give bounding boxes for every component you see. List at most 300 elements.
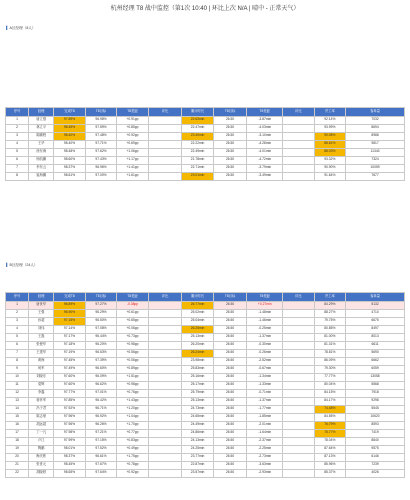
cell-order-count: 8497 [346, 325, 405, 333]
col-header[interactable]: 经理 [29, 108, 54, 117]
table-row[interactable] [6, 172, 405, 180]
cell-t8-gap: +1.20pp [117, 405, 148, 413]
cell-cumulative-duration: 26.25min [182, 325, 213, 333]
cell-order-count: 10620 [346, 413, 405, 421]
section-marker-icon: ▌ [6, 263, 9, 267]
col-header[interactable]: 客单量 [346, 293, 405, 302]
table-row[interactable] [6, 453, 405, 461]
cell-manager: 蒋怀军 [29, 397, 54, 405]
cell-cumulative-duration: 24.86min [182, 429, 213, 437]
cell-rating [148, 140, 182, 148]
cell-rating [148, 172, 182, 180]
cell-combine-rate: 93.32% [314, 156, 345, 164]
cell-index: 20 [6, 453, 29, 461]
cell-index: 13 [6, 397, 29, 405]
col-header[interactable]: T8差距 [247, 293, 283, 302]
table-section-b [5, 292, 405, 478]
cell-cumulative-duration: 25.17min [182, 381, 213, 389]
cell-rating [148, 373, 182, 381]
cell-manager: 王华 [29, 140, 54, 148]
cell-duration-gap: -4.72min [247, 156, 283, 164]
cell-t8-target: 97.27% [85, 301, 116, 309]
cell-rating [148, 397, 182, 405]
cell-index: 8 [6, 172, 29, 180]
cell-duration-rating [283, 341, 314, 349]
cell-t8-target: 96.20% [85, 341, 116, 349]
cell-index: 8 [6, 357, 29, 365]
cell-manager: 卢江 [29, 437, 54, 445]
table-row[interactable] [6, 116, 405, 124]
section-a-label [6, 26, 36, 31]
cell-manager: 刘晓东 [29, 373, 54, 381]
cell-index: 3 [6, 132, 29, 140]
cell-manager: 梁辉 [29, 381, 54, 389]
cell-duration-gap: -1.64min [247, 429, 283, 437]
cell-duration-target: 26.50 [213, 445, 247, 453]
cell-duration-target: 26.50 [213, 325, 247, 333]
cell-duration-target: 26.50 [213, 405, 247, 413]
cell-t8-done: 98.40% [54, 140, 85, 148]
cell-order-count: 6611 [346, 341, 405, 349]
cell-index: 2 [6, 309, 29, 317]
cell-duration-rating [283, 172, 314, 180]
cell-t8-gap: +1.61pp [117, 172, 148, 180]
cell-order-count: 9575 [346, 445, 405, 453]
cell-combine-rate: 78.04% [314, 437, 345, 445]
cell-manager: 丁一凡 [29, 429, 54, 437]
cell-t8-target: 97.62% [85, 148, 116, 156]
cell-cumulative-duration: 23.40min [182, 132, 213, 140]
col-header[interactable]: 并工率 [314, 108, 345, 117]
cell-duration-gap: -0.26min [247, 349, 283, 357]
table-section-a [5, 107, 405, 181]
cell-t8-target: 97.52% [85, 445, 116, 453]
cell-rating [148, 429, 182, 437]
table-row[interactable] [6, 405, 405, 413]
cell-duration-gap: -2.37min [247, 437, 283, 445]
cell-manager: 何军 [29, 365, 54, 373]
cell-index: 16 [6, 421, 29, 429]
cell-duration-rating [283, 365, 314, 373]
cell-duration-rating [283, 116, 314, 124]
cell-order-count: 5132 [346, 301, 405, 309]
cell-t8-target: 97.01% [85, 389, 116, 397]
cell-duration-target: 26.50 [213, 341, 247, 349]
cell-combine-rate: 79.75% [314, 317, 345, 325]
cell-combine-rate: 79.30% [314, 365, 345, 373]
cell-duration-target: 26.50 [213, 317, 247, 325]
cell-t8-gap: +1.06pp [117, 148, 148, 156]
cell-duration-rating [283, 389, 314, 397]
cell-t8-done: 97.49% [54, 365, 85, 373]
cell-t8-target: 97.59% [85, 124, 116, 132]
col-header[interactable]: 完成T8 [54, 108, 85, 117]
cell-index: 6 [6, 156, 29, 164]
cell-order-count: 9298 [346, 397, 405, 405]
cell-cumulative-duration: 22.22min [182, 140, 213, 148]
cell-index: 10 [6, 373, 29, 381]
section-a-label-text: A区经理（8人） [9, 26, 36, 30]
cell-duration-target: 26.50 [213, 116, 247, 124]
cell-cumulative-duration: 24.13min [182, 437, 213, 445]
cell-duration-rating [283, 333, 314, 341]
cell-cumulative-duration: 21.78min [182, 156, 213, 164]
table-row[interactable] [6, 445, 405, 453]
cell-t8-gap: +1.43pp [117, 397, 148, 405]
table-row[interactable] [6, 325, 405, 333]
table-row[interactable] [6, 317, 405, 325]
cell-rating [148, 389, 182, 397]
cell-rating [148, 317, 182, 325]
cell-duration-rating [283, 461, 314, 469]
cell-t8-done: 97.96% [54, 413, 85, 421]
col-header[interactable]: 并工率 [314, 293, 345, 302]
cell-index: 7 [6, 349, 29, 357]
col-header[interactable]: T8目标 [213, 293, 247, 302]
cell-manager: 杨凯鹏 [29, 156, 54, 164]
table-header-row [6, 293, 405, 302]
cell-duration-target: 26.50 [213, 469, 247, 477]
cell-duration-gap: -4.03min [247, 124, 283, 132]
cell-t8-gap: +1.75pp [117, 453, 148, 461]
cell-manager: 张俊华 [29, 341, 54, 349]
cell-index: 14 [6, 405, 29, 413]
col-header[interactable]: T8差距 [117, 293, 148, 302]
cell-index: 3 [6, 317, 29, 325]
cell-t8-done: 98.40% [54, 132, 85, 140]
table-row[interactable] [6, 148, 405, 156]
cell-cumulative-duration: 22.47min [182, 124, 213, 132]
cell-combine-rate: 93.99% [314, 124, 345, 132]
cell-duration-gap: +0.27min [247, 301, 283, 309]
table-row[interactable] [6, 349, 405, 357]
cell-combine-rate: 85.96% [314, 461, 345, 469]
cell-duration-gap: -2.93min [247, 469, 283, 477]
cell-index: 21 [6, 461, 29, 469]
cell-index: 5 [6, 148, 29, 156]
cell-duration-gap: -1.48min [247, 309, 283, 317]
col-header[interactable]: 评比 [148, 108, 182, 117]
cell-manager: 胡晓婷 [29, 469, 54, 477]
cell-t8-target: 97.43% [85, 156, 116, 164]
table-row[interactable] [6, 437, 405, 445]
cell-index: 7 [6, 164, 29, 172]
cell-rating [148, 453, 182, 461]
cell-duration-target: 26.50 [213, 437, 247, 445]
cell-duration-target: 26.50 [213, 140, 247, 148]
cell-index: 12 [6, 389, 29, 397]
cell-t8-gap: +1.41pp [117, 164, 148, 172]
cell-t8-gap: +0.69pp [117, 140, 148, 148]
cell-duration-gap: -3.79min [247, 164, 283, 172]
cell-t8-gap: +0.92pp [117, 132, 148, 140]
cell-cumulative-duration: 26.20min [182, 341, 213, 349]
cell-t8-target: 97.39% [85, 357, 116, 365]
cell-cumulative-duration: 23.57min [182, 469, 213, 477]
cell-duration-target: 26.50 [213, 397, 247, 405]
cell-t8-target: 96.96% [85, 164, 116, 172]
cell-t8-target: 97.08% [85, 325, 116, 333]
cell-t8-gap: +0.06pp [117, 325, 148, 333]
cell-order-count: 7032 [346, 116, 405, 124]
cell-t8-done: 98.48% [54, 148, 85, 156]
cell-order-count: 8694 [346, 124, 405, 132]
cell-rating [148, 325, 182, 333]
cell-cumulative-duration: 24.65min [182, 413, 213, 421]
cell-index: 18 [6, 437, 29, 445]
cell-rating [148, 365, 182, 373]
cell-duration-gap: -0.30min [247, 341, 283, 349]
cell-t8-done: 97.14% [54, 325, 85, 333]
table-row[interactable] [6, 421, 405, 429]
cell-manager: 王强 [29, 309, 54, 317]
cell-cumulative-duration: 22.87min [182, 461, 213, 469]
table-row[interactable] [6, 413, 405, 421]
cell-rating [148, 413, 182, 421]
col-header[interactable]: 客单量 [346, 108, 405, 117]
cell-t8-target: 97.21% [85, 429, 116, 437]
cell-duration-target: 26.50 [213, 148, 247, 156]
cell-rating [148, 469, 182, 477]
cell-index: 17 [6, 429, 29, 437]
cell-duration-target: 26.50 [213, 349, 247, 357]
cell-rating [148, 148, 182, 156]
cell-t8-gap: +0.06pp [117, 357, 148, 365]
cell-index: 11 [6, 381, 29, 389]
cell-index: 5 [6, 333, 29, 341]
cell-t8-done: 98.45% [54, 461, 85, 469]
cell-manager: 冯子君 [29, 405, 54, 413]
table-row[interactable] [6, 309, 405, 317]
cell-duration-gap: -3.49min [247, 172, 283, 180]
cell-t8-gap: +1.17pp [117, 156, 148, 164]
table-row[interactable] [6, 461, 405, 469]
cell-manager: 林立平 [29, 124, 54, 132]
cell-combine-rate: 78.81% [314, 349, 345, 357]
cell-cumulative-duration: 25.79min [182, 389, 213, 397]
col-header[interactable]: 评比 [283, 293, 314, 302]
col-header[interactable]: T8目标 [213, 108, 247, 117]
cell-manager: 孙超 [29, 317, 54, 325]
cell-duration-target: 26.50 [213, 421, 247, 429]
table-row[interactable] [6, 164, 405, 172]
cell-t8-done: 97.60% [54, 373, 85, 381]
cell-index: 4 [6, 325, 29, 333]
cell-t8-gap: +1.51pp [117, 373, 148, 381]
cell-duration-rating [283, 381, 314, 389]
table-row[interactable] [6, 132, 405, 140]
cell-t8-gap: +0.77pp [117, 429, 148, 437]
cell-index: 4 [6, 140, 29, 148]
cell-duration-gap: -1.37min [247, 397, 283, 405]
cell-t8-done: 97.85% [54, 397, 85, 405]
cell-manager: 唐立强 [29, 116, 54, 124]
cell-t8-done: 98.60% [54, 156, 85, 164]
col-header[interactable]: 评比 [148, 293, 182, 302]
col-header[interactable]: 经理 [29, 293, 54, 302]
cell-order-count: 5568 [346, 381, 405, 389]
cell-duration-gap: -3.10min [247, 132, 283, 140]
table-row[interactable] [6, 381, 405, 389]
cell-combine-rate: 80.04% [314, 381, 345, 389]
table-row[interactable] [6, 389, 405, 397]
cell-t8-gap: +0.78pp [117, 461, 148, 469]
cell-duration-rating [283, 405, 314, 413]
cell-t8-target: 96.98% [85, 116, 116, 124]
col-header[interactable]: T8目标 [85, 293, 116, 302]
table-row[interactable] [6, 365, 405, 373]
cell-t8-gap: +0.65pp [117, 317, 148, 325]
cell-order-count: 6146 [346, 453, 405, 461]
cell-duration-rating [283, 469, 314, 477]
col-header[interactable]: 评比 [283, 108, 314, 117]
cell-duration-gap: -4.28min [247, 140, 283, 148]
table-row[interactable] [6, 140, 405, 148]
cell-cumulative-duration: 26.77min [182, 301, 213, 309]
table-row[interactable] [6, 124, 405, 132]
cell-manager: 崔海鹏 [29, 172, 54, 180]
cell-rating [148, 333, 182, 341]
cell-rating [148, 349, 182, 357]
cell-t8-gap: +0.92pp [117, 469, 148, 477]
cell-t8-done: 96.90% [54, 309, 85, 317]
cell-t8-gap: +0.98pp [117, 381, 148, 389]
table-row[interactable] [6, 429, 405, 437]
section-b-label [6, 263, 38, 268]
cell-manager: 徐东海 [29, 148, 54, 156]
cell-combine-rate: 90.90% [314, 164, 345, 172]
col-header[interactable]: 累计时长 [182, 293, 213, 302]
cell-duration-target: 26.50 [213, 156, 247, 164]
cell-duration-gap: -0.67min [247, 365, 283, 373]
cell-rating [148, 124, 182, 132]
cell-duration-target: 26.50 [213, 132, 247, 140]
cell-order-count: 4026 [346, 469, 405, 477]
section-b-label-text: B区经理（24人） [9, 263, 38, 267]
col-header[interactable]: T8差距 [117, 108, 148, 117]
table-row[interactable] [6, 469, 405, 477]
cell-t8-target: 96.44% [85, 333, 116, 341]
cell-t8-gap: +0.91pp [117, 116, 148, 124]
cell-cumulative-duration: 23.98min [182, 357, 213, 365]
cell-t8-target: 97.48% [85, 132, 116, 140]
col-header[interactable]: T8目标 [85, 108, 116, 117]
cell-order-count: 5690 [346, 349, 405, 357]
cell-t8-gap: +0.83pp [117, 437, 148, 445]
table-row[interactable] [6, 357, 405, 365]
table-row[interactable] [6, 373, 405, 381]
cell-order-count: 5545 [346, 405, 405, 413]
cell-t8-target: 96.50% [85, 317, 116, 325]
cell-rating [148, 445, 182, 453]
cell-duration-target: 26.50 [213, 453, 247, 461]
cell-rating [148, 437, 182, 445]
cell-order-count: 10059 [346, 164, 405, 172]
cell-cumulative-duration: 25.13min [182, 333, 213, 341]
cell-duration-target: 26.50 [213, 461, 247, 469]
table-row[interactable] [6, 333, 405, 341]
cell-cumulative-duration: 24.25min [182, 445, 213, 453]
cell-duration-target: 26.50 [213, 333, 247, 341]
cell-order-count: 6675 [346, 317, 405, 325]
cell-cumulative-duration: 22.71min [182, 164, 213, 172]
cell-t8-target: 97.15% [85, 437, 116, 445]
cell-t8-gap: +1.04pp [117, 413, 148, 421]
cell-cumulative-duration: 23.77min [182, 453, 213, 461]
cell-manager: 刘伟 [29, 325, 54, 333]
cell-index: 1 [6, 301, 29, 309]
cell-duration-rating [283, 156, 314, 164]
cell-combine-rate: 76.79% [314, 421, 345, 429]
cell-combine-rate: 81.31% [314, 341, 345, 349]
cell-t8-target: 96.42% [85, 397, 116, 405]
table-row[interactable] [6, 156, 405, 164]
cell-cumulative-duration: 23.01min [182, 172, 213, 180]
cell-manager: 王磊 [29, 333, 54, 341]
cell-duration-gap: -0.25min [247, 325, 283, 333]
table-header-row [6, 108, 405, 117]
cell-cumulative-duration: 25.02min [182, 309, 213, 317]
cell-index: 15 [6, 413, 29, 421]
cell-t8-gap: +0.49pp [117, 445, 148, 453]
col-header[interactable]: 序号 [6, 108, 29, 117]
table-row[interactable] [6, 341, 405, 349]
cell-duration-target: 26.50 [213, 429, 247, 437]
cell-manager: 黄海 [29, 357, 54, 365]
cell-rating [148, 381, 182, 389]
cell-combine-rate: 91.64% [314, 172, 345, 180]
cell-duration-rating [283, 349, 314, 357]
cell-t8-done: 97.89% [54, 116, 85, 124]
cell-duration-target: 26.50 [213, 357, 247, 365]
col-header[interactable]: 累计时长 [182, 108, 213, 117]
table-row[interactable] [6, 301, 405, 309]
cell-combine-rate: 90.08% [314, 132, 345, 140]
cell-duration-gap: -4.01min [247, 148, 283, 156]
cell-duration-gap: -1.85min [247, 413, 283, 421]
cell-manager: 唐世华 [29, 301, 54, 309]
table-row[interactable] [6, 397, 405, 405]
col-header[interactable]: 序号 [6, 293, 29, 302]
cell-duration-gap: -2.73min [247, 453, 283, 461]
cell-rating [148, 357, 182, 365]
cell-duration-rating [283, 301, 314, 309]
cell-duration-rating [283, 317, 314, 325]
cell-combine-rate: 84.15% [314, 389, 345, 397]
cell-order-count: 8593 [346, 421, 405, 429]
cell-duration-target: 26.50 [213, 389, 247, 397]
cell-t8-target: 96.63% [85, 349, 116, 357]
cell-duration-target: 26.50 [213, 365, 247, 373]
cell-t8-target: 96.29% [85, 309, 116, 317]
cell-index: 19 [6, 445, 29, 453]
cell-t8-done: 97.60% [54, 381, 85, 389]
cell-rating [148, 421, 182, 429]
cell-duration-rating [283, 413, 314, 421]
cell-order-count: 8988 [346, 132, 405, 140]
cell-duration-rating [283, 445, 314, 453]
col-header[interactable]: T8差距 [247, 108, 283, 117]
cell-index: 1 [6, 116, 29, 124]
col-header[interactable]: 完成T8 [54, 293, 85, 302]
cell-duration-gap: -1.46min [247, 317, 283, 325]
cell-duration-rating [283, 164, 314, 172]
cell-t8-gap: +0.56pp [117, 349, 148, 357]
cell-t8-target: 97.00% [85, 172, 116, 180]
cell-t8-done: 97.17% [54, 333, 85, 341]
cell-rating [148, 116, 182, 124]
cell-combine-rate: 87.64% [314, 445, 345, 453]
